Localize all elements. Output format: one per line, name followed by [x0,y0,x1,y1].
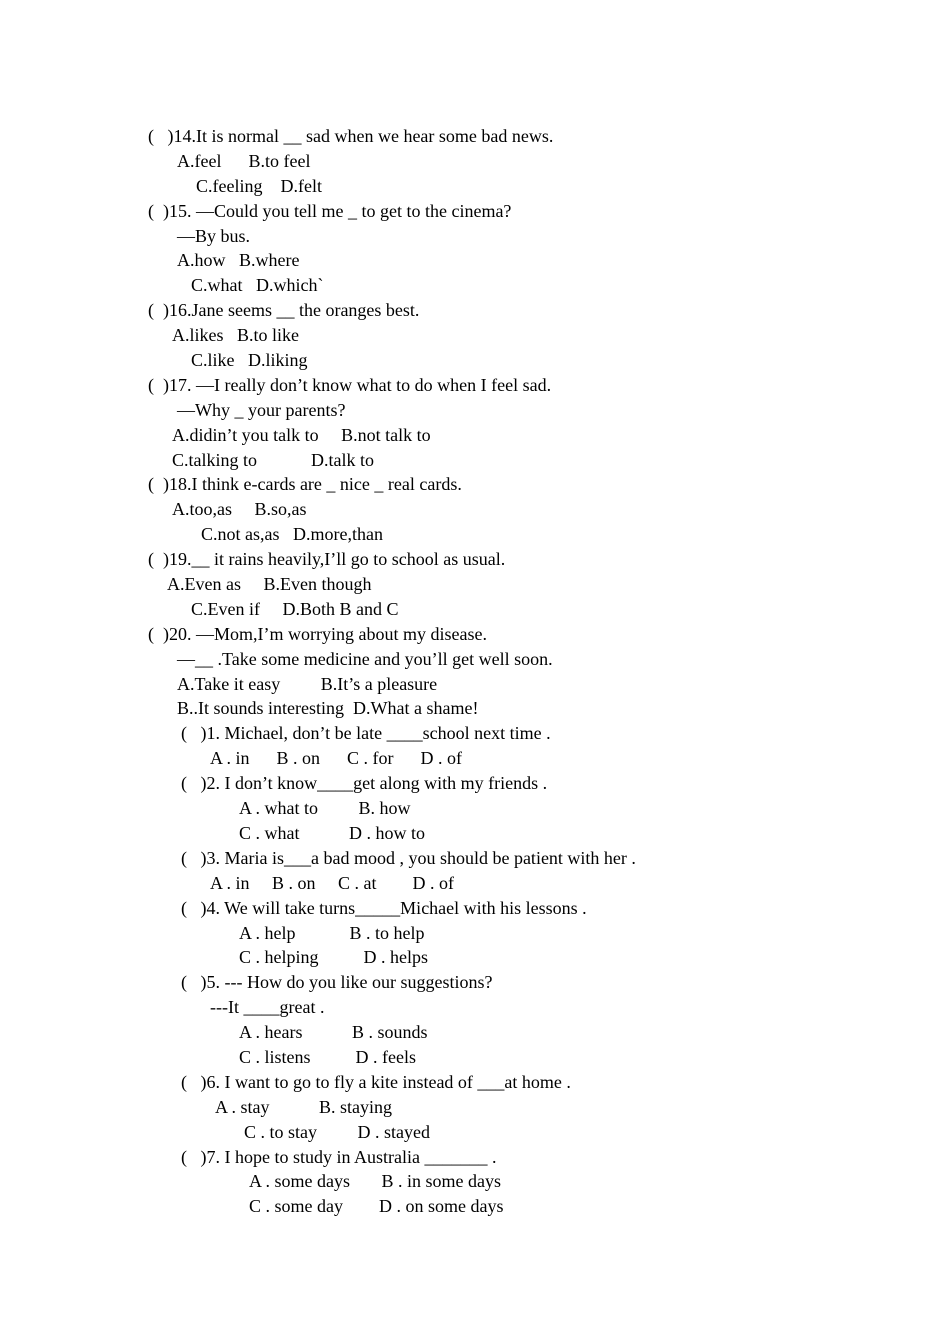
text-line: A . hears B . sounds [239,1022,428,1043]
text-line: C . to stay D . stayed [244,1121,430,1142]
text-line: ( )6. I want to go to fly a kite instead of ___at home . [181,1071,571,1092]
text-line: ---It ____great . [210,997,325,1018]
text-line: A . in B . on C . for D . of [210,748,462,769]
text-line: C . what D . how to [239,822,425,843]
text-line: C.talking to D.talk to [172,449,374,470]
text-line: C.what D.which` [191,275,324,296]
text-line: A.too,as B.so,as [172,499,307,520]
text-line: A . stay B. staying [215,1096,393,1117]
text-line: C . some day D . on some days [249,1196,504,1217]
text-line: A.Take it easy B.It’s a pleasure [177,673,438,694]
text-line: A.likes B.to like [172,325,299,346]
text-line: ( )1. Michael, don’t be late ____school next time . [181,723,551,744]
text-line: C . listens D . feels [239,1046,416,1067]
text-line: C.not as,as D.more,than [201,524,383,545]
text-line: ( )15. —Could you tell me _ to get to the cinema? [148,200,512,221]
text-line: A.feel B.to feel [177,150,311,171]
text-line: B..It sounds interesting D.What a shame! [177,698,479,719]
text-line: C.feeling D.felt [196,175,322,196]
text-line: C.like D.liking [191,350,308,371]
text-line: ( )20. —Mom,I’m worrying about my disease. [148,623,487,644]
text-line: —Why _ your parents? [177,399,346,420]
text-line: ( )4. We will take turns_____Michael with his lessons . [181,897,587,918]
text-line: ( )5. --- How do you like our suggestions? [181,972,493,993]
text-line: A.didin’t you talk to B.not talk to [172,424,431,445]
text-line: A . some days B . in some days [249,1171,501,1192]
text-line: —By bus. [177,225,251,246]
text-line: A.Even as B.Even though [167,574,372,595]
text-line: ( )14.It is normal __ sad when we hear some bad news. [148,126,554,146]
text-line: ( )7. I hope to study in Australia _______ . [181,1146,497,1167]
text-line: A . help B . to help [239,922,425,943]
text-line: ( )2. I don’t know____get along with my friends . [181,773,548,794]
text-line: C.Even if D.Both B and C [191,598,399,619]
text-line: A . what to B. how [239,798,411,819]
text-line: ( )16.Jane seems __ the oranges best. [148,300,420,321]
text-line: ( )3. Maria is___a bad mood , you should be patient with her . [181,847,636,868]
text-line: C . helping D . helps [239,947,428,968]
text-line: A . in B . on C . at D . of [210,872,455,893]
text-line: ( )19.__ it rains heavily,I’ll go to school as usual. [148,549,506,570]
text-line: ( )17. —I really don’t know what to do when I feel sad. [148,374,552,395]
text-line: ( )18.I think e-cards are _ nice _ real cards. [148,474,462,495]
text-line: A.how B.where [177,250,300,271]
question-list [0,124,950,1219]
text-line: —__ .Take some medicine and you’ll get well soon. [177,648,553,669]
